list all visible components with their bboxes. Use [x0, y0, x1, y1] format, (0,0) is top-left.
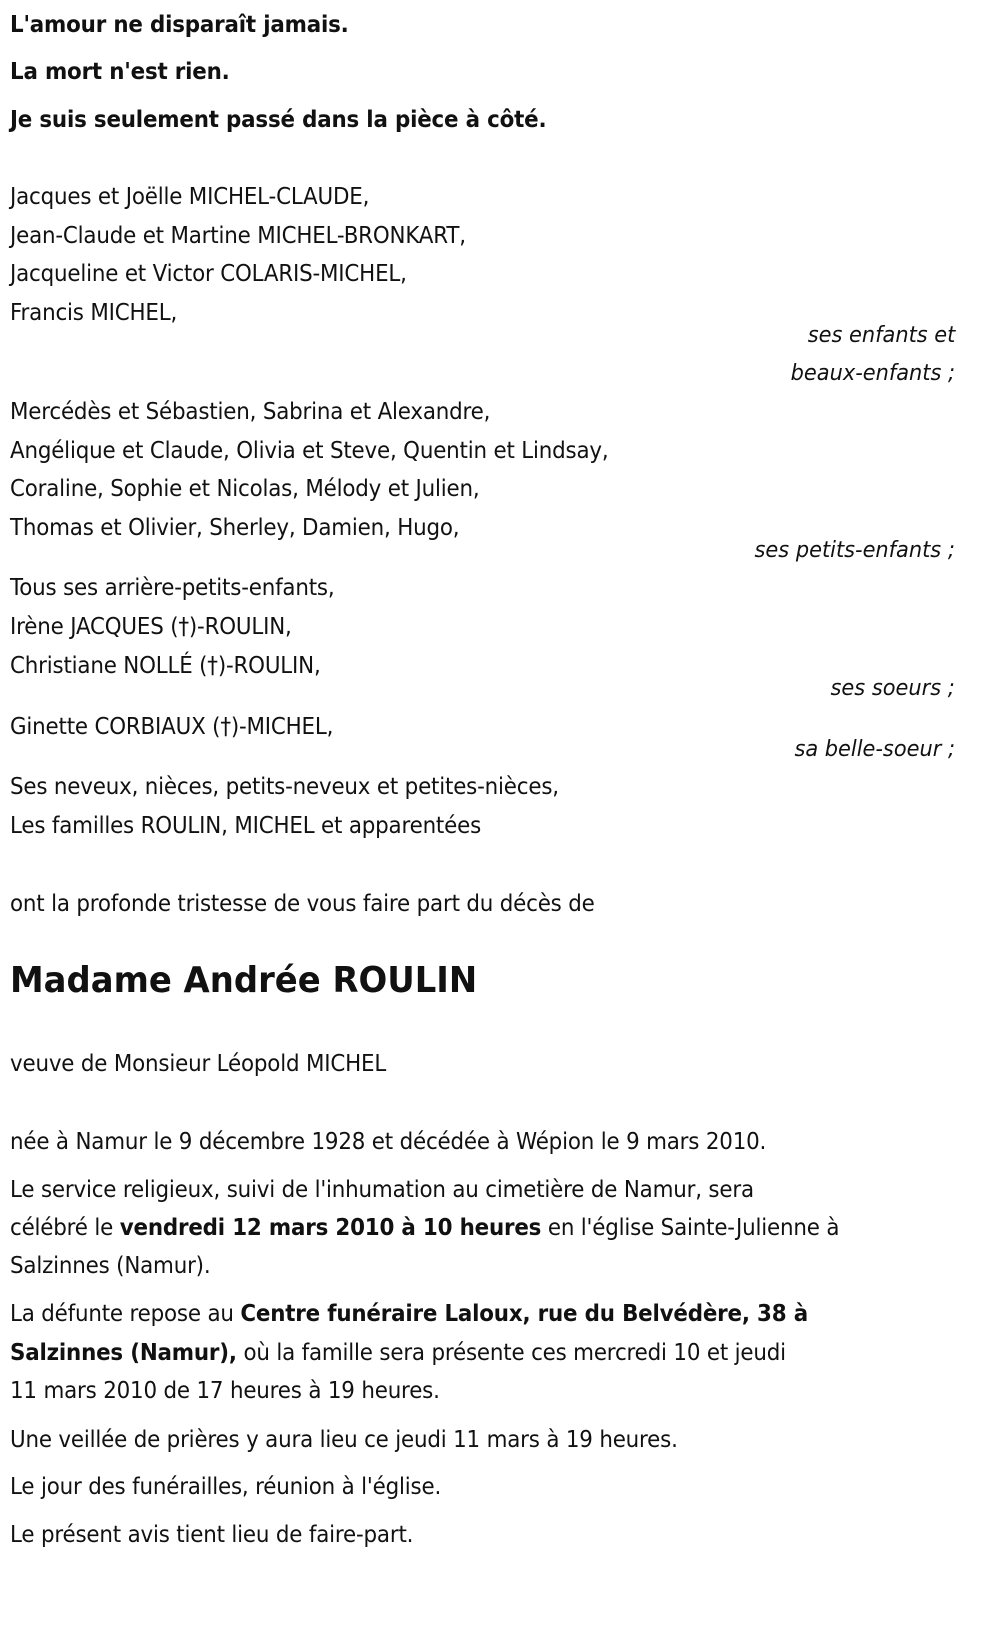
- quote-line: L'amour ne disparaît jamais.: [10, 12, 349, 38]
- relation-label: beaux-enfants ;: [790, 361, 955, 386]
- repose-text: La défunte repose au: [10, 1301, 241, 1327]
- family-member: Francis MICHEL,: [10, 300, 178, 326]
- service-line: Le service religieux, suivi de l'inhumation au cimetière de Namur, sera: [10, 1177, 754, 1203]
- family-member: Jean-Claude et Martine MICHEL-BRONKART,: [10, 223, 466, 249]
- family-member: Thomas et Olivier, Sherley, Damien, Hugo,: [10, 515, 460, 541]
- service-text: en l'église Sainte-Julienne à: [541, 1215, 840, 1241]
- closing-line: Une veillée de prières y aura lieu ce jeudi 11 mars à 19 heures.: [10, 1427, 678, 1453]
- repose-line: 11 mars 2010 de 17 heures à 19 heures.: [10, 1378, 440, 1404]
- family-member: Les familles ROULIN, MICHEL et apparentées: [10, 813, 482, 839]
- family-member: Jacques et Joëlle MICHEL-CLAUDE,: [10, 184, 370, 210]
- family-member: Mercédès et Sébastien, Sabrina et Alexandre,: [10, 399, 491, 425]
- relation-label: ses soeurs ;: [830, 676, 955, 701]
- announcement-text: ont la profonde tristesse de vous faire part du décès de: [10, 891, 595, 917]
- family-member: Coraline, Sophie et Nicolas, Mélody et Julien,: [10, 476, 480, 502]
- repose-line: [10, 1338, 786, 1368]
- family-member: Angélique et Claude, Olivia et Steve, Quentin et Lindsay,: [10, 438, 609, 464]
- deceased-name: Madame Andrée ROULIN: [10, 960, 478, 1001]
- repose-text: où la famille sera présente ces mercredi 10 et jeudi: [236, 1340, 786, 1366]
- family-member: Irène JACQUES (†)-ROULIN,: [10, 614, 292, 640]
- family-member: Jacqueline et Victor COLARIS-MICHEL,: [10, 261, 407, 287]
- relation-label: ses petits-enfants ;: [754, 538, 955, 563]
- relation-label: sa belle-soeur ;: [794, 737, 955, 762]
- quote-line: Je suis seulement passé dans la pièce à côté.: [10, 107, 547, 133]
- service-line: Salzinnes (Namur).: [10, 1253, 211, 1279]
- service-text: célébré le: [10, 1215, 120, 1241]
- family-member: Christiane NOLLÉ (†)-ROULIN,: [10, 653, 321, 679]
- family-member: Ginette CORBIAUX (†)-MICHEL,: [10, 714, 334, 740]
- service-datetime: vendredi 12 mars 2010 à 10 heures: [119, 1215, 542, 1241]
- closing-line: Le jour des funérailles, réunion à l'église.: [10, 1474, 442, 1500]
- funeral-home-address: Centre funéraire Laloux, rue du Belvédère, 38 à: [240, 1301, 808, 1327]
- service-line: [10, 1213, 839, 1243]
- repose-line: [10, 1299, 808, 1329]
- widow-of-text: veuve de Monsieur Léopold MICHEL: [10, 1051, 387, 1077]
- relation-label: ses enfants et: [807, 323, 955, 348]
- family-member: Ses neveux, nièces, petits-neveux et petites-nièces,: [10, 774, 559, 800]
- quote-line: La mort n'est rien.: [10, 59, 230, 85]
- birth-death-text: née à Namur le 9 décembre 1928 et décédée à Wépion le 9 mars 2010.: [10, 1129, 767, 1155]
- funeral-home-address: Salzinnes (Namur),: [10, 1340, 237, 1366]
- closing-line: Le présent avis tient lieu de faire-part.: [10, 1522, 414, 1548]
- family-member: Tous ses arrière-petits-enfants,: [10, 575, 335, 601]
